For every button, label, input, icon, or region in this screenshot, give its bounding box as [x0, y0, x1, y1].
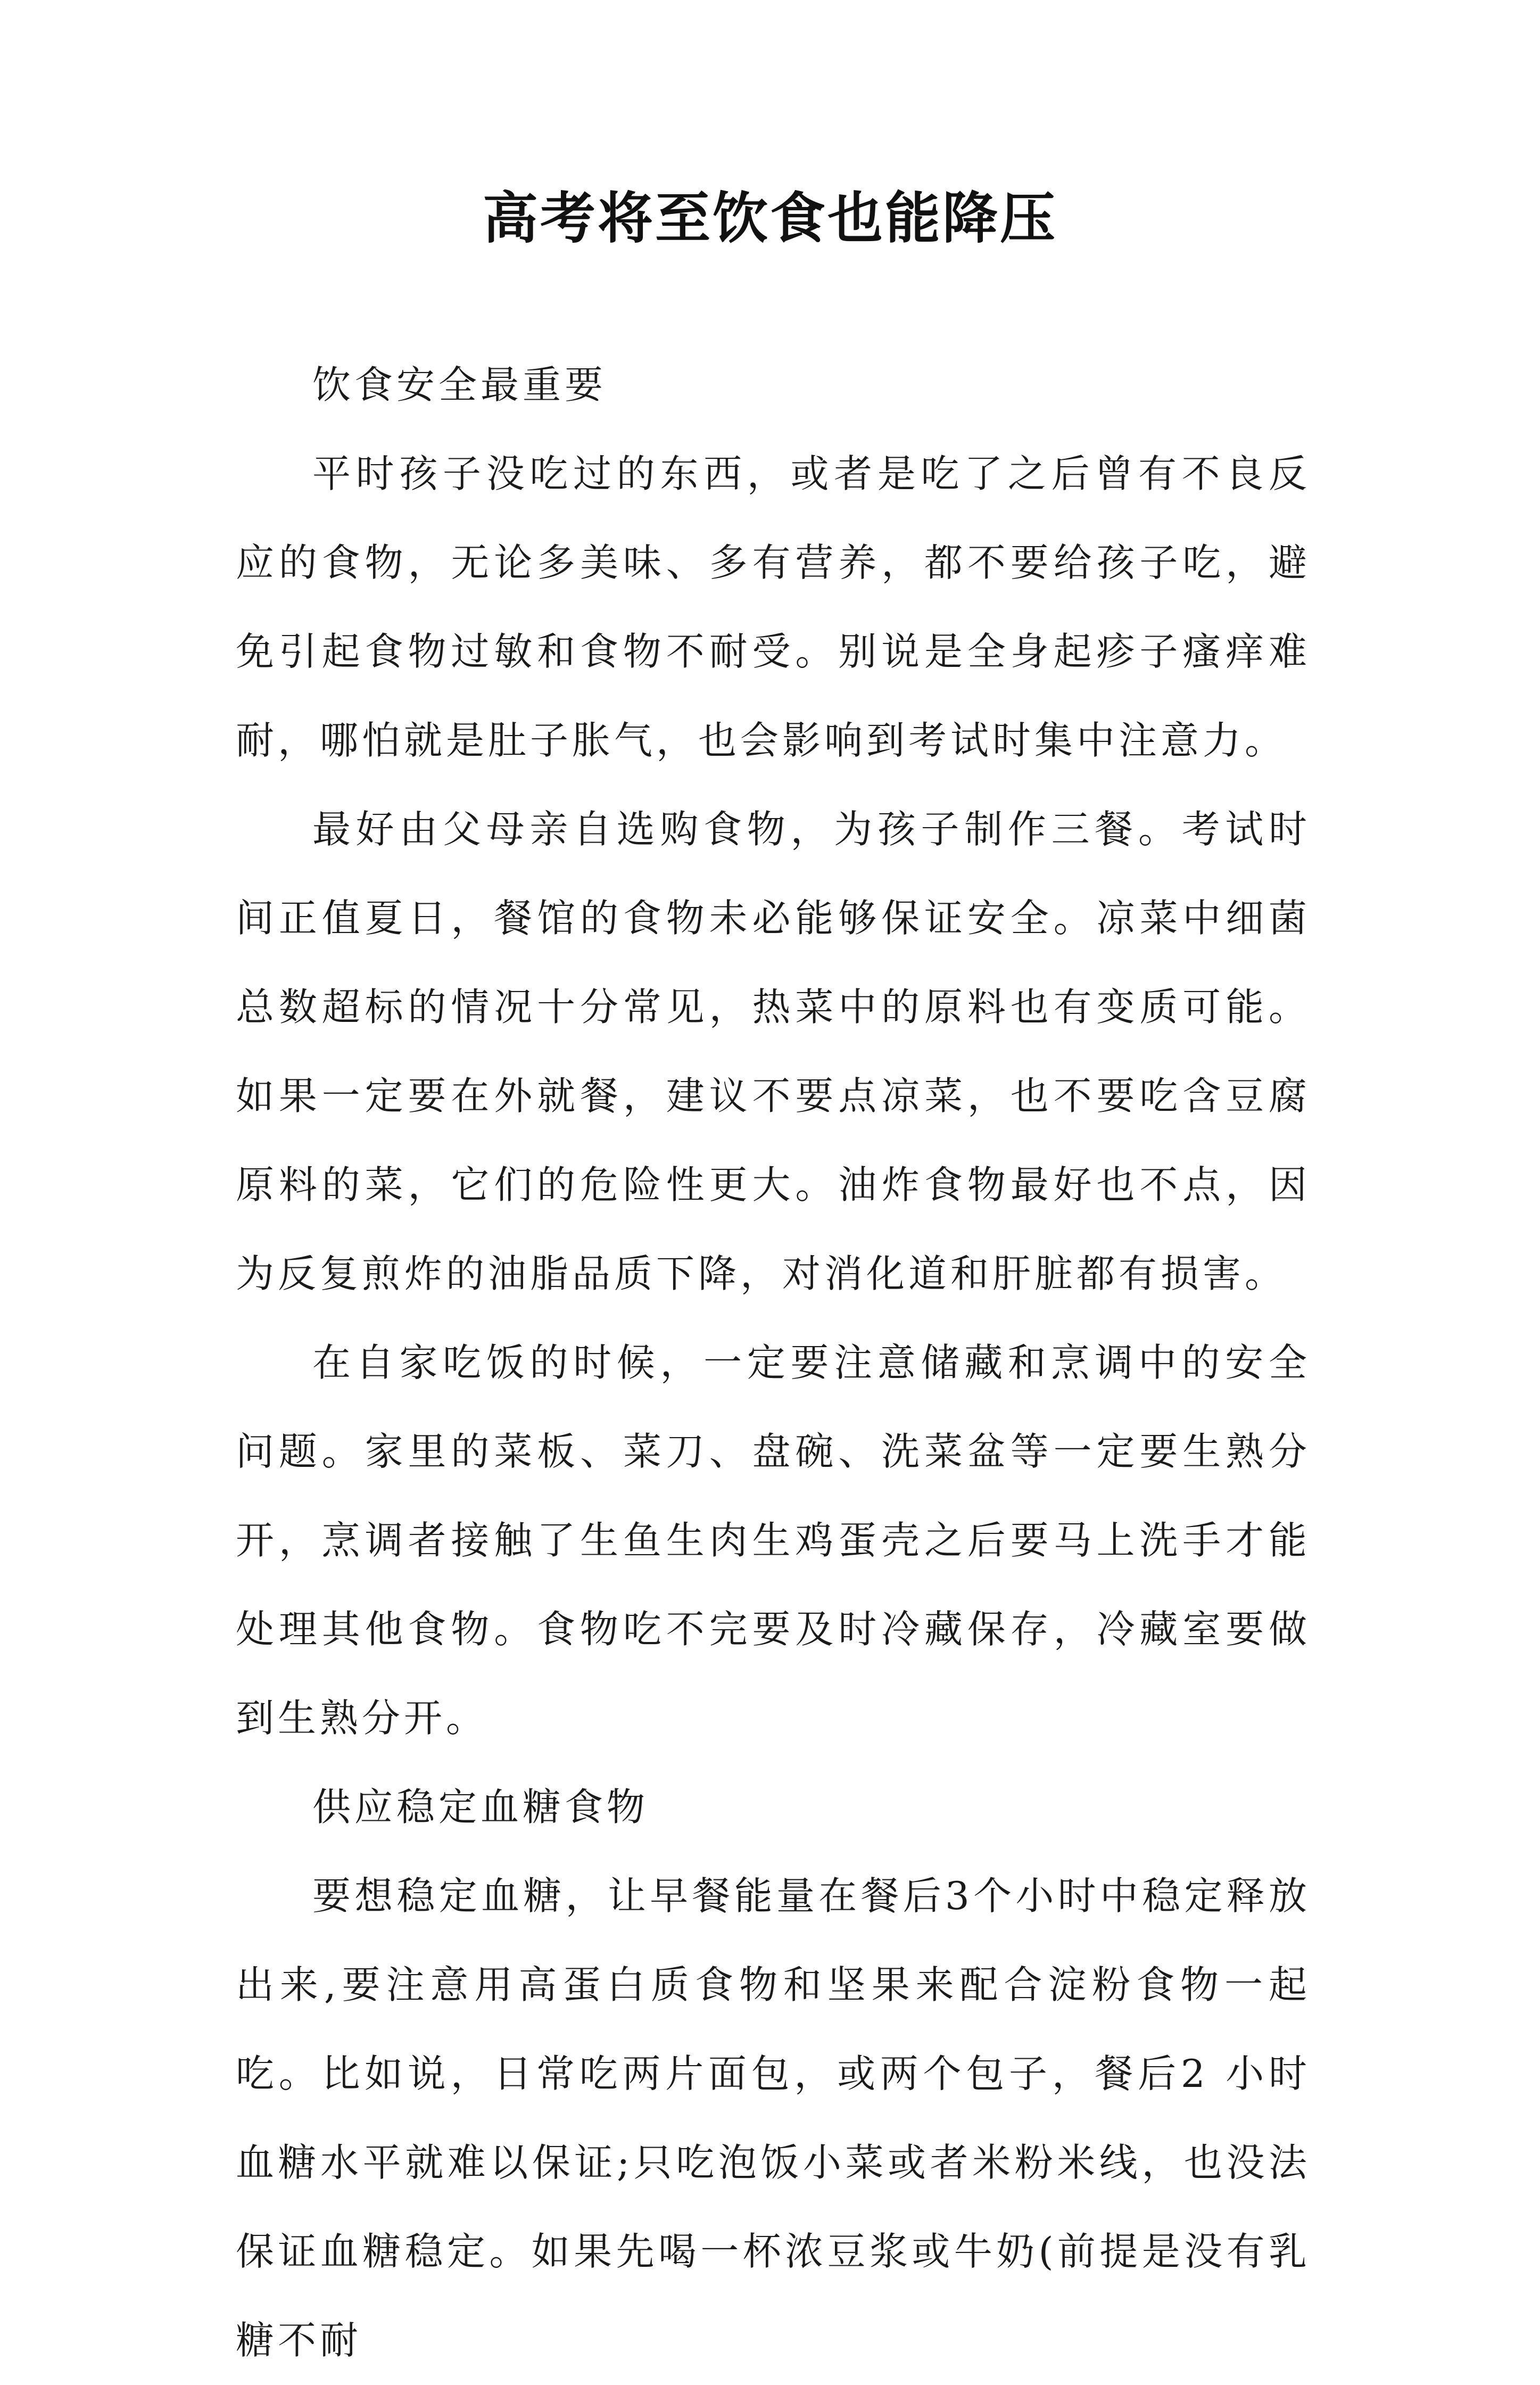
section-heading-food-safety: 饮食安全最重要 [312, 362, 607, 407]
body-paragraph: 平时孩子没吃过的东西，或者是吃了之后曾有不良反应的食物，无论多美味、多有营养，都不要给孩子吃，避免引起食物过敏和食物不耐受。别说是全身起疹子瘙痒难耐，哪怕就是肚子胀气，也会影响到考试时集中注意力。 [236, 451, 1311, 763]
body-paragraph: 最好由父母亲自选购食物，为孩子制作三餐。考试时间正值夏日，餐馆的食物未必能够保证安全。凉菜中细菌总数超标的情况十分常见，热菜中的原料也有变质可能。如果一定要在外就餐，建议不要点凉菜，也不要吃含豆腐原料的菜，它们的危险性更大。油炸食物最好也不点，因为反复煎炸的油脂品质下降，对消化道和肝脏都有损害。 [236, 807, 1311, 1296]
body-paragraph: 在自家吃饭的时候，一定要注意储藏和烹调中的安全问题。家里的菜板、菜刀、盘碗、洗菜盆等一定要生熟分开，烹调者接触了生鱼生肉生鸡蛋壳之后要马上洗手才能处理其他食物。食物吃不完要及时冷藏保存，冷藏室要做到生熟分开。 [236, 1340, 1311, 1740]
document-body [236, 341, 1311, 2385]
body-paragraph: 要想稳定血糖，让早餐能量在餐后3个小时中稳定释放出来,要注意用高蛋白质食物和坚果来配合淀粉食物一起吃。比如说，日常吃两片面包，或两个包子，餐后2 小时血糖水平就难以保证;只吃泡饭小菜或者米粉米线，也没法保证血糖稳定。如果先喝一杯浓豆浆或牛奶(前提是没有乳糖不耐 [236, 1874, 1311, 2363]
document-title: 高考将至饮食也能降压 [482, 185, 1057, 251]
section-heading-blood-sugar: 供应稳定血糖食物 [312, 1785, 649, 1829]
